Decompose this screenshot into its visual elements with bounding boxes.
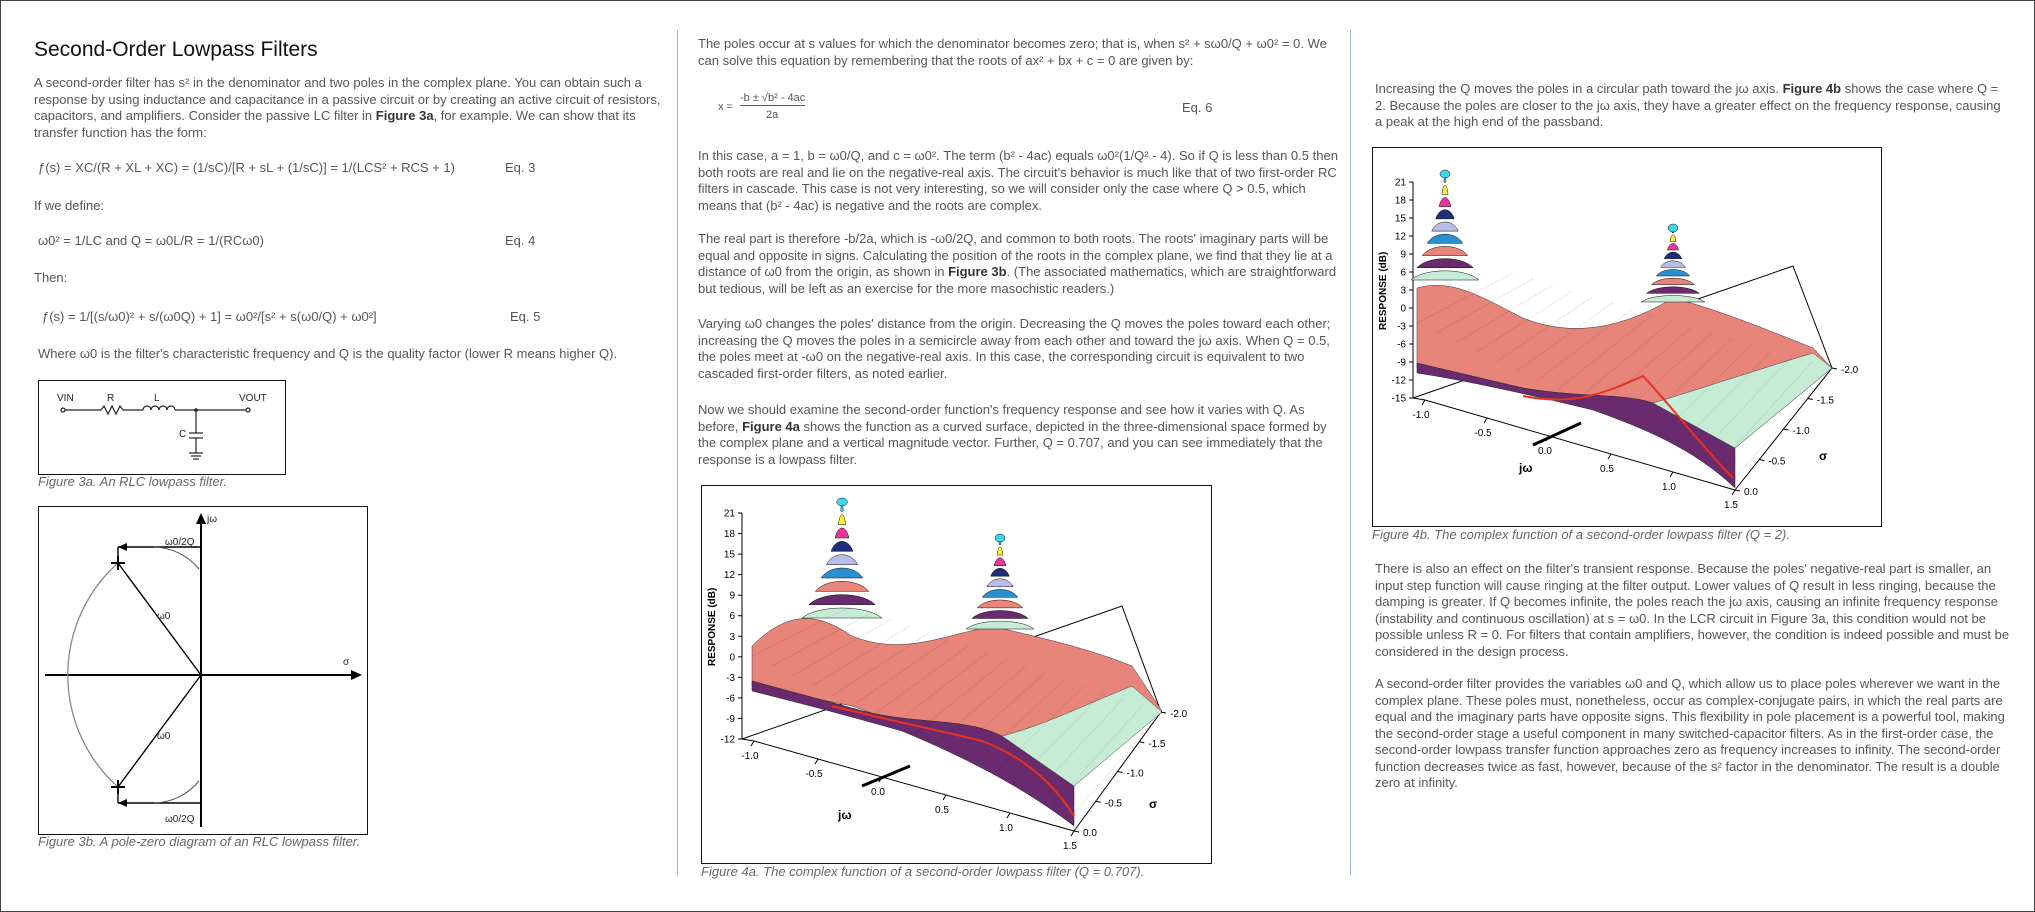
- y-tick-label: -6: [1397, 339, 1406, 351]
- omega-definition: Where ω0 is the filter's characteristic frequency and Q is the quality factor (lower R means higher Q).: [38, 346, 618, 361]
- surface-peak: [1411, 170, 1479, 280]
- figure-3a-circuit: [38, 380, 286, 475]
- page-title: Second-Order Lowpass Filters: [34, 38, 318, 61]
- sigma-tick-label: -1.0: [1126, 768, 1144, 780]
- figure-4a-caption: Figure 4a. The complex function of a second-order lowpass filter (Q = 0.707).: [701, 864, 1145, 879]
- vin-label: VIN: [57, 393, 74, 404]
- y-tick-label: 3: [729, 631, 735, 643]
- x-tick-label: 1.0: [1662, 482, 1676, 493]
- sigma-tick-label: -0.5: [1104, 798, 1122, 810]
- y-tick-label: 15: [723, 549, 735, 561]
- x-tick-label: -0.5: [805, 769, 823, 780]
- x-tick-label: 0.0: [871, 787, 885, 798]
- w0-top-label: ω0: [157, 611, 171, 622]
- x-tick-label: -1.0: [1412, 410, 1430, 421]
- equation-6-label: Eq. 6: [1182, 100, 1213, 115]
- y-tick-label: 6: [1400, 267, 1406, 279]
- y-tick-label: 12: [1394, 231, 1406, 243]
- jw-axis-title: jω: [1519, 461, 1533, 475]
- resistor-label: R: [107, 393, 115, 404]
- w0-bottom-label: ω0: [157, 731, 171, 742]
- y-tick-label: 9: [1400, 249, 1406, 261]
- y-tick-label: 6: [729, 611, 735, 623]
- then-label: Then:: [34, 270, 68, 285]
- col1-paragraph-1: A second-order filter has s² in the denominator and two poles in the complex plane. You can obtain such a response by using inductance and capacitance in a passive circuit or by creating an active circuit of resistors, capacitors, and amplifiers. Consider the passive LC filter in Figure 3a, for example. We can show that its transfer function has the form:: [34, 75, 661, 140]
- y-tick-label: -6: [726, 693, 735, 705]
- col3-paragraph-3: A second-order filter provides the variables ω0 and Q, which allow us to place poles wherever we want in the complex plane. These poles must, nonetheless, occur as complex-conjugate pairs, in which the real parts are equal and the imaginary parts have opposite signs. This flexibility in pole placement is a powerful tool, making the second-order stage a useful component in many switched-capacitor filters. As in the first-order case, the second-order lowpass transfer function approaches zero as frequency increases to infinity. The second-order function decreases twice as fast, however, because of the s² factor in the denominator. The result is a double zero at infinity.: [1375, 676, 2005, 790]
- surface-peak: [1641, 224, 1705, 302]
- figure-4b-plot: [1372, 147, 1882, 527]
- col3-paragraph-2: There is also an effect on the filter's transient response. Because the poles' negative-real part is smaller, an input step function will cause ringing at the filter output. Lower values of Q result in less ringing, because the damping is greater. If Q becomes infinite, the poles reach the jω axis, causing an infinite frequency response (instability and continuous oscillation) at s = ω0. In the LCR circuit in Figure 3a, this condition would not be possible unless R = 0. For filters that contain amplifiers, however, the condition is indeed possible and must be considered in the design process.: [1375, 561, 2010, 659]
- y-tick-label: -9: [1397, 357, 1406, 369]
- figure-4b-ref: Figure 4b: [1782, 81, 1842, 96]
- if-we-define: If we define:: [34, 198, 105, 213]
- surface-peak: [802, 498, 882, 618]
- sigma-tick-label: -0.5: [1768, 456, 1786, 468]
- y-tick-label: -3: [1397, 321, 1406, 333]
- y-tick-label: 0: [729, 652, 735, 664]
- column-divider-2: [1350, 30, 1351, 875]
- inductor-label: L: [154, 393, 160, 404]
- w0-2q-bottom-label: ω0/2Q: [165, 814, 195, 825]
- col2-paragraph-5: Now we should examine the second-order function's frequency response and see how it varies with Q. As before, Figure 4a shows the function as a curved surface, depicted in the three-dimensional space formed by the complex plane and a vertical magnitude vector. Further, Q = 0.707, and you can see immediately that the response is a lowpass filter.: [698, 402, 1327, 467]
- sigma-tick-label: -2.0: [1170, 709, 1188, 720]
- x-tick-label: -1.0: [741, 751, 759, 762]
- figure-4a-ref: Figure 4a: [742, 418, 800, 434]
- sigma-tick-label: -1.5: [1816, 395, 1834, 407]
- y-tick-label: 12: [723, 570, 735, 582]
- y-tick-label: -3: [726, 672, 735, 684]
- equation-4: ω0² = 1/LC and Q = ω0L/R = 1/(RCω0): [38, 233, 264, 248]
- col3-paragraph-1: Increasing the Q moves the poles in a circular path toward the jω axis. Figure 4b shows the case where Q = 2. Because the poles are closer to the jω axis, they have a greater effect on the frequency response, causing a peak at the high end of the passband.: [1375, 81, 2001, 129]
- surface-plot-q0707: [702, 486, 1211, 863]
- y-axis-title: RESPONSE (dB): [1378, 251, 1389, 330]
- y-tick-label: 15: [1394, 213, 1406, 225]
- jw-axis-label: jω: [207, 514, 218, 525]
- y-tick-label: 21: [1394, 177, 1406, 189]
- figure-3a-ref: Figure 3a: [375, 108, 434, 123]
- figure-3b-caption: Figure 3b. A pole-zero diagram of an RLC lowpass filter.: [38, 834, 361, 849]
- sigma-tick-label: -2.0: [1841, 365, 1859, 376]
- col2-paragraph-1: The poles occur at s values for which the denominator becomes zero; that is, when s² + sω0/Q + ω0² = 0. We can solve this equation by remembering that the roots of ax² + bx + c = 0 are given by:: [698, 36, 1327, 68]
- equation-5: ƒ(s) = 1/[(s/ω0)² + s/(ω0Q) + 1] = ω0²/[s² + s(ω0/Q) + ω0²]: [42, 309, 377, 324]
- x-tick-label: 0.5: [935, 805, 949, 816]
- sigma-tick-label: -1.5: [1148, 738, 1166, 750]
- jw-axis-title: jω: [838, 808, 852, 822]
- figure-4b-caption: Figure 4b. The complex function of a second-order lowpass filter (Q = 2).: [1372, 527, 1790, 542]
- y-axis-title: RESPONSE (dB): [707, 587, 718, 666]
- figure-3a-caption: Figure 3a. An RLC lowpass filter.: [38, 474, 228, 489]
- col2-paragraph-4: Varying ω0 changes the poles' distance from the origin. Decreasing the Q moves the poles toward each other; increasing the Q moves the poles in a semicircle away from each other and toward the jω axis. When Q = 0.5, the poles meet at -ω0 on the negative-real axis. In this case, the corresponding circuit is equivalent to two cascaded first-order filters, as noted earlier.: [698, 316, 1331, 381]
- y-tick-label: 18: [723, 529, 735, 541]
- figure-4a-plot: [701, 485, 1212, 864]
- y-tick-label: -15: [1391, 393, 1406, 405]
- y-tick-label: 21: [723, 508, 735, 520]
- surface-peak: [966, 534, 1034, 629]
- sigma-tick-label: -1.0: [1792, 426, 1810, 437]
- y-tick-label: 3: [1400, 285, 1406, 297]
- column-divider-1: [677, 30, 678, 875]
- vout-label: VOUT: [239, 393, 267, 404]
- equation-6-numerator: -b ± √b² - 4ac: [740, 92, 806, 104]
- x-tick-label: 0.0: [1538, 446, 1552, 457]
- surface-plot-q2: [1373, 148, 1881, 526]
- sigma-axis-title: σ: [1149, 797, 1158, 811]
- equation-3: ƒ(s) = XC/(R + XL + XC) = (1/sC)/[R + sL + (1/sC)] = 1/(LCS² + RCS + 1): [38, 160, 455, 175]
- equation-4-label: Eq. 4: [505, 233, 536, 248]
- pole-zero-diagram: [39, 507, 367, 834]
- col2-paragraph-2: In this case, a = 1, b = ω0/Q, and c = ω0². The term (b² - 4ac) equals ω0²(1/Q² - 4). So if Q is less than 0.5 then both roots are real and lie on the negative-real axis. The circuit's behavior is much like that of two first-order RC filters in cascade. This case is not very interesting, so we will consider only the case where Q > 0.5, which means that (b² - 4ac) is negative and the roots are complex.: [698, 148, 1338, 213]
- y-tick-label: 9: [729, 590, 735, 602]
- equation-6-lhs: x =: [718, 101, 733, 113]
- equation-5-label: Eq. 5: [510, 309, 541, 324]
- x-tick-label: 1.5: [1724, 500, 1738, 511]
- sigma-tick-label: 0.0: [1083, 828, 1097, 839]
- capacitor-label: C: [179, 429, 187, 440]
- equation-3-label: Eq. 3: [505, 160, 536, 175]
- x-tick-label: 1.5: [1063, 841, 1077, 852]
- y-tick-label: 18: [1394, 195, 1406, 207]
- x-tick-label: 0.5: [1600, 464, 1614, 475]
- figure-3b-pole-zero: [38, 506, 368, 835]
- figure-3b-ref: Figure 3b: [948, 264, 1007, 279]
- rlc-circuit-diagram: [39, 381, 285, 474]
- y-tick-label: -9: [726, 713, 735, 725]
- x-tick-label: 1.0: [999, 823, 1013, 834]
- sigma-axis-title: σ: [1819, 449, 1828, 463]
- w0-2q-top-label: ω0/2Q: [165, 537, 195, 548]
- col2-paragraph-3: The real part is therefore -b/2a, which is -ω0/2Q, and common to both roots. The roots' imaginary parts will be equal and opposite in signs. Calculating the position of the roots in the complex plane, we find that they lie at a distance of ω0 from the origin, as shown in Figure 3b. (The associated mathematics, which are straightforward but tedious, will be left as an exercise for the more masochistic readers.): [698, 231, 1337, 296]
- x-tick-label: -0.5: [1474, 428, 1492, 439]
- sigma-tick-label: 0.0: [1744, 487, 1758, 498]
- equation-6-denominator: 2a: [766, 109, 779, 121]
- y-tick-label: -12: [1391, 375, 1406, 387]
- y-tick-label: -12: [720, 734, 735, 746]
- sigma-axis-label: σ: [343, 657, 350, 668]
- y-tick-label: 0: [1400, 303, 1406, 315]
